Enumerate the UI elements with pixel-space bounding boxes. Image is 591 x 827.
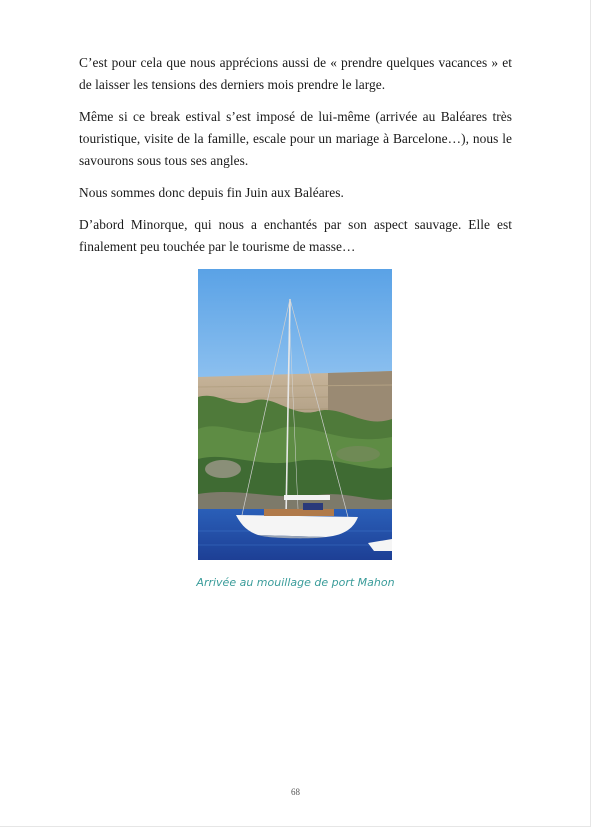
paragraph: C’est pour cela que nous apprécions aussi de « prendre quelques vacances » et de laisser les tensions des derniers mois prendre le large. <box>79 55 512 92</box>
figure-caption: Arrivée au mouillage de port Mahon <box>196 576 395 589</box>
paragraph: Nous sommes donc depuis fin Juin aux Baléares. <box>79 185 344 200</box>
body-text <box>79 52 512 268</box>
paragraph: Même si ce break estival s’est imposé de lui-même (arrivée au Baléares très touristique, visite de la famille, escale pour un mariage à Barcelone…), nous le savourons sous tous ses angles. <box>79 109 512 168</box>
sailboat-photo <box>198 269 392 560</box>
paragraph: D’abord Minorque, qui nous a enchantés par son aspect sauvage. Elle est finalement peu touchée par le tourisme de masse… <box>79 217 512 254</box>
page-number: 68 <box>291 787 300 797</box>
